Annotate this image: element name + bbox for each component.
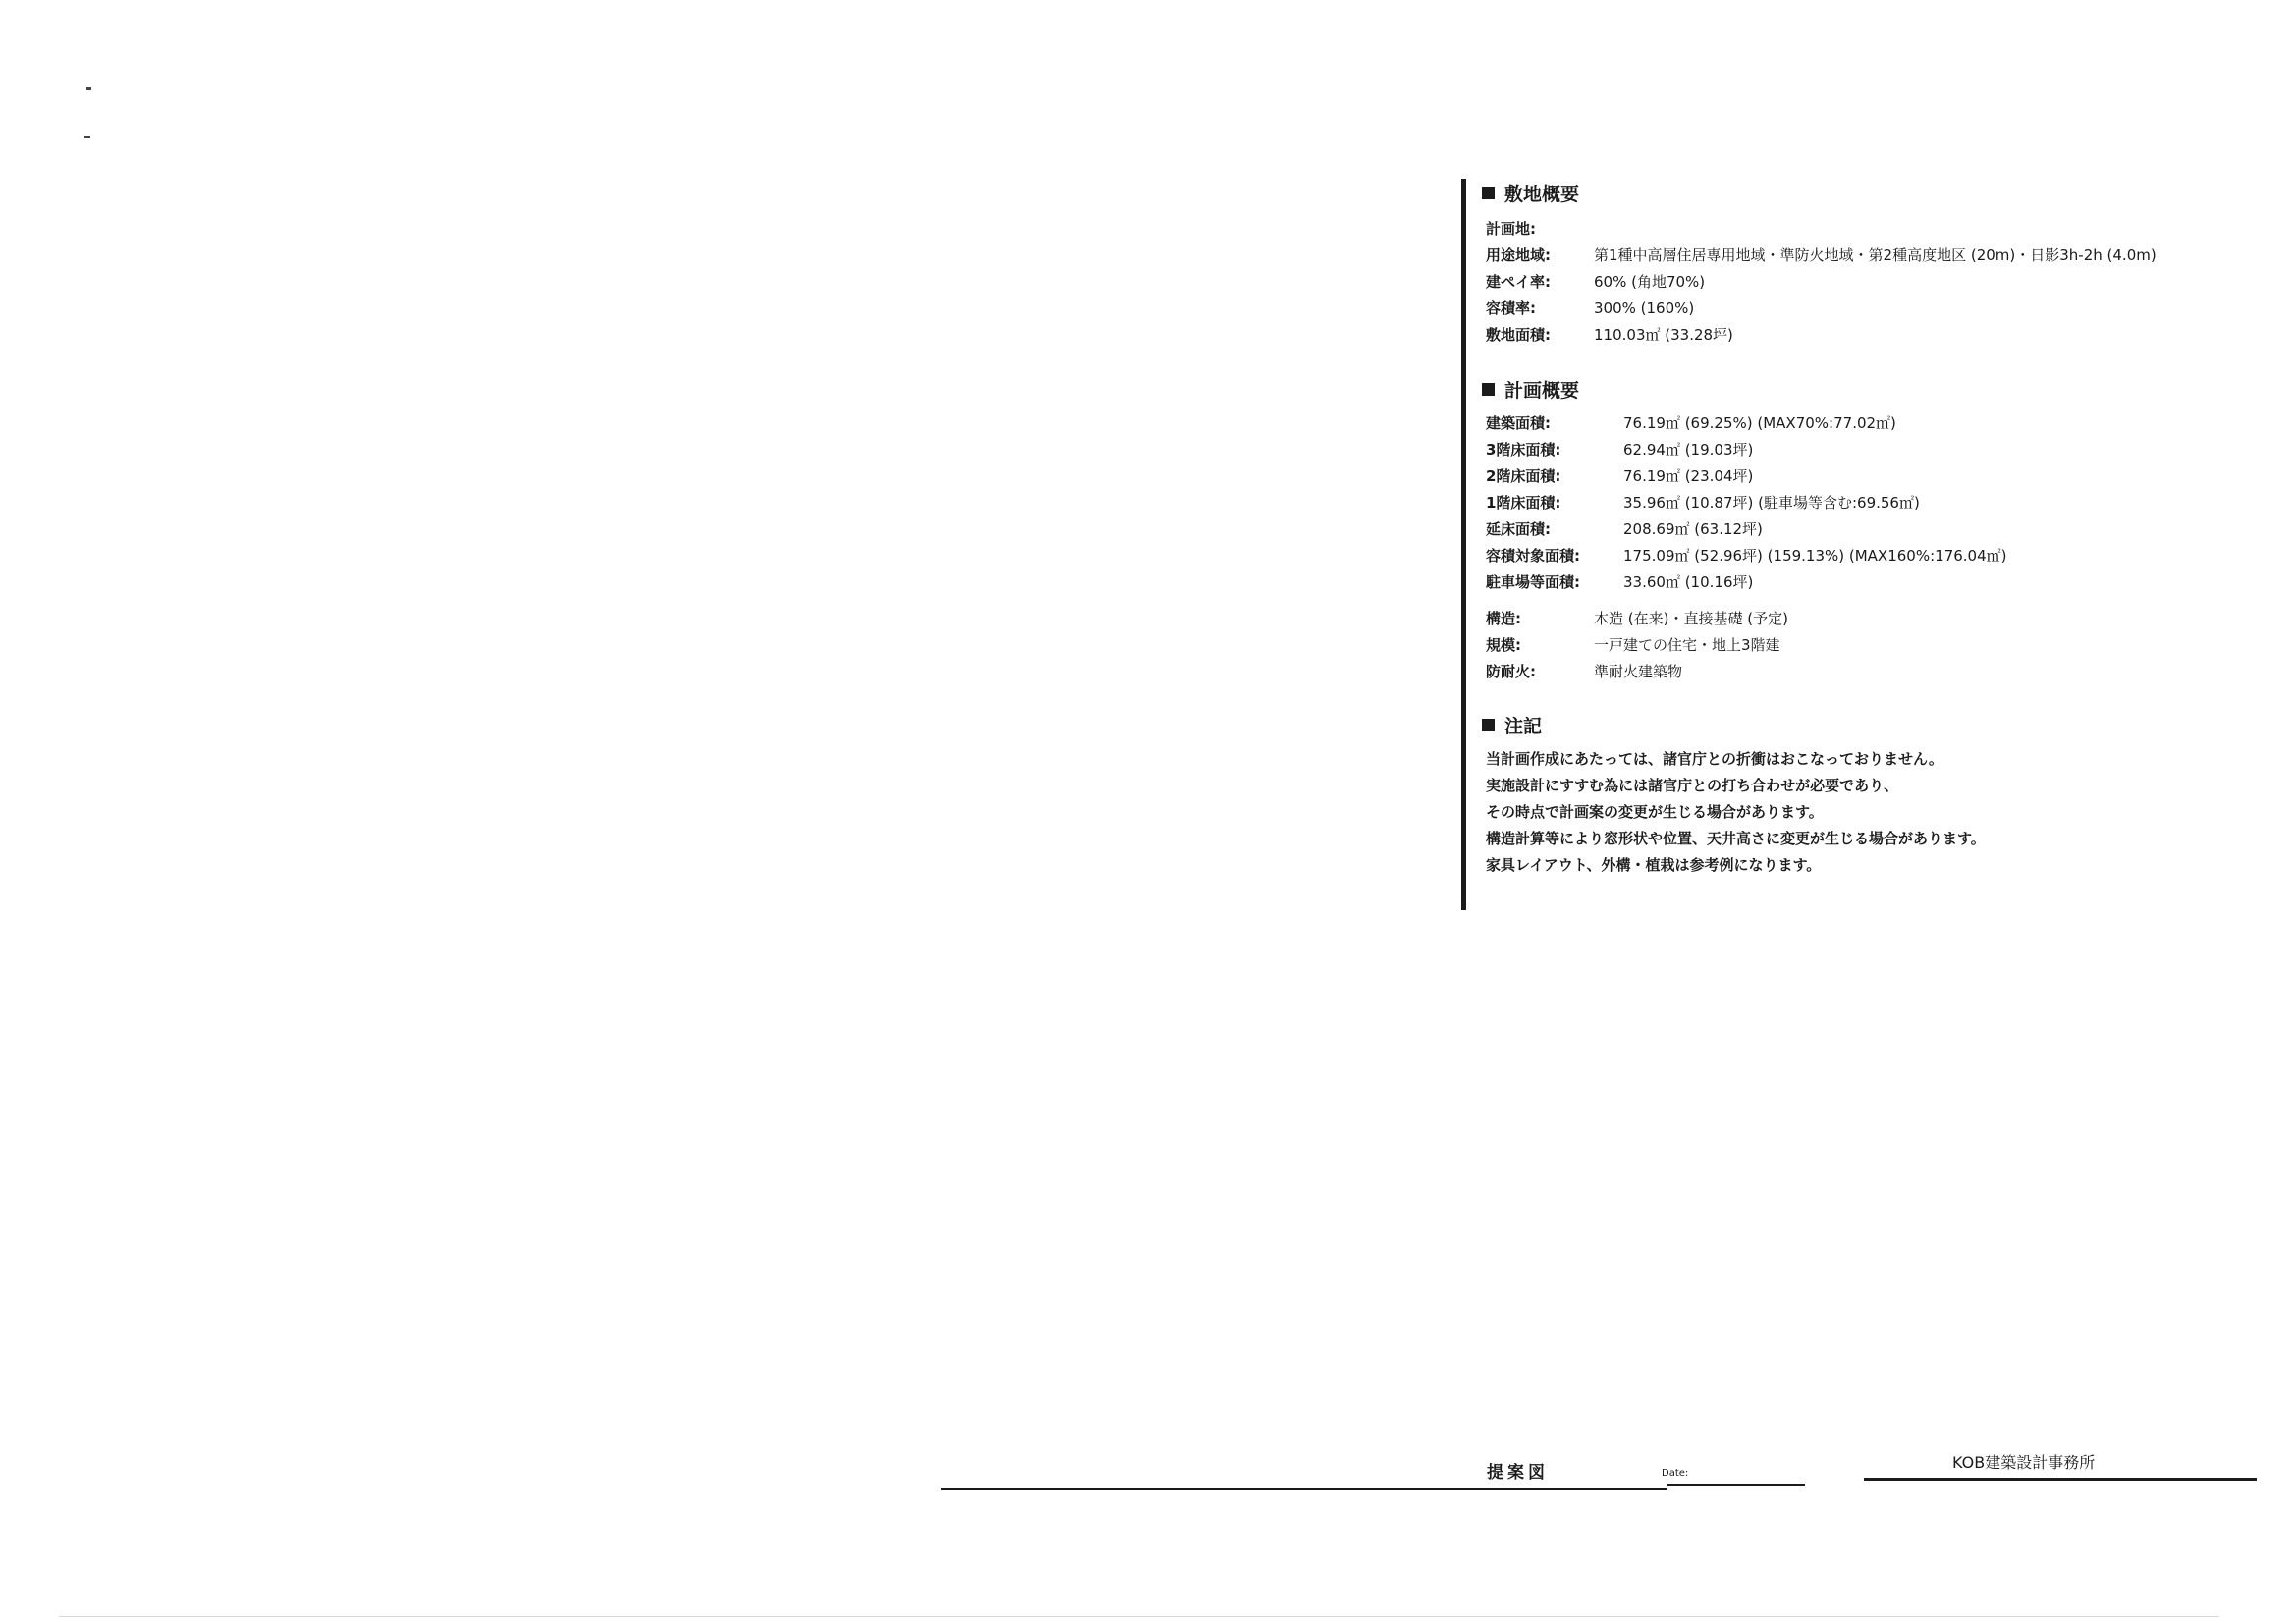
plan-row: 駐車場等面積: 33.60㎡ (10.16坪) (1486, 573, 1754, 591)
scan-speck (84, 136, 90, 138)
plan-row: 2階床面積: 76.19㎡ (23.04坪) (1486, 467, 1754, 485)
plan-row: 規模: 一戸建ての住宅・地上3階建 (1486, 636, 1780, 654)
plan-row: 建築面積: 76.19㎡ (69.25%) (MAX70%:77.02㎡) (1486, 414, 1896, 432)
scan-speck (86, 87, 91, 90)
plan-row: 容積対象面積: 175.09㎡ (52.96坪) (159.13%) (MAX160%:176.04㎡) (1486, 547, 2007, 565)
plan-row: 防耐火: 準耐火建築物 (1486, 663, 1683, 680)
site-row: 容積率: 300% (160%) (1486, 299, 1695, 317)
site-row: 計画地: (1486, 220, 1536, 238)
note-line: 実施設計にすすむ為には諸官庁との打ち合わせが必要であり、 (1486, 777, 1899, 794)
plan-row: 延床面積: 208.69㎡ (63.12坪) (1486, 520, 1763, 538)
scan-speck (59, 1616, 2219, 1617)
note-line: 当計画作成にあたっては、諸官庁との折衝はおこなっておりません。 (1486, 750, 1943, 768)
plan-summary-heading: 計画概要 (1482, 375, 2208, 403)
firm-name: KOB建築設計事務所 (1952, 1453, 2096, 1472)
title-underline-right (1864, 1478, 2257, 1481)
notes-list (1486, 746, 2208, 879)
title-underline-left (941, 1488, 1667, 1490)
plan-row: 構造: 木造 (在来)・直接基礎 (予定) (1486, 610, 1788, 627)
title-block (941, 1448, 2259, 1488)
square-bullet-icon (1482, 719, 1495, 731)
summary-panel (1461, 179, 2208, 910)
note-line: その時点で計画案の変更が生じる場合があります。 (1486, 803, 1824, 821)
date-label: Date: (1662, 1468, 1689, 1479)
site-row: 建ぺイ率: 60% (角地70%) (1486, 273, 1706, 291)
drawing-title: 提案図 (1487, 1463, 1549, 1483)
site-row: 敷地面積: 110.03㎡ (33.28坪) (1486, 326, 1733, 344)
site-summary-heading: 敷地概要 (1482, 179, 2208, 206)
site-row: 用途地域: 第1種中高層住居専用地域・準防火地域・第2種高度地区 (20m)・日影3h-2h (4.0m) (1486, 246, 2157, 264)
title-underline-mid (1667, 1484, 1805, 1486)
notes-heading: 注記 (1482, 711, 2208, 738)
square-bullet-icon (1482, 383, 1495, 396)
note-line: 家具レイアウト、外構・植栽は参考例になります。 (1486, 856, 1822, 874)
plan-row: 3階床面積: 62.94㎡ (19.03坪) (1486, 441, 1754, 459)
note-line: 構造計算等により窓形状や位置、天井高さに変更が生じる場合があります。 (1486, 830, 1986, 847)
plan-row: 1階床面積: 35.96㎡ (10.87坪) (駐車場等含む:69.56㎡) (1486, 494, 1920, 512)
square-bullet-icon (1482, 187, 1495, 199)
